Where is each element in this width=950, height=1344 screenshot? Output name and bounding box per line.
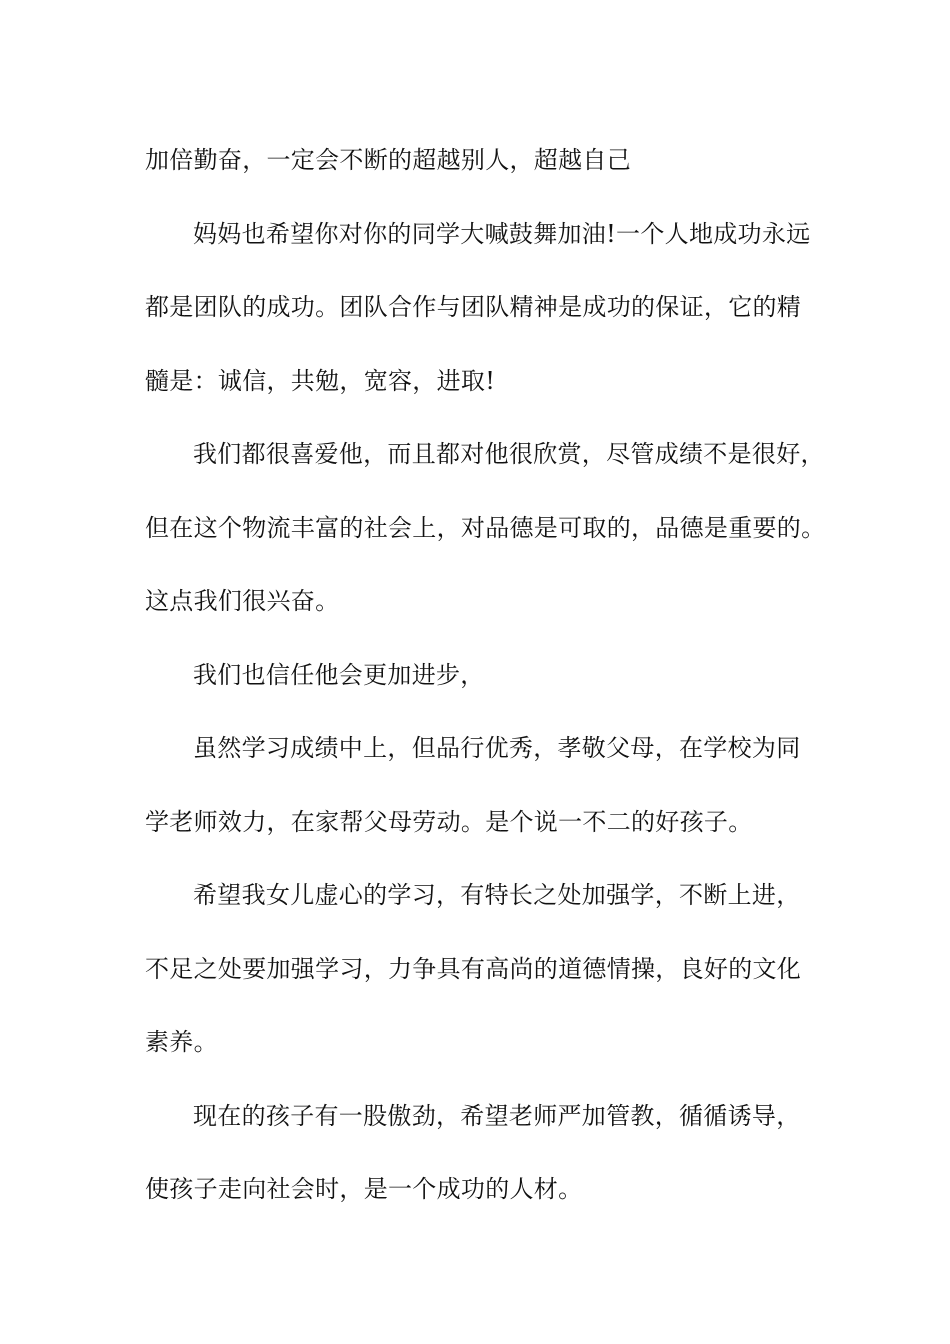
text-line: 我们也信任他会更加进步， [193,660,485,689]
text-line: 现在的孩子有一股傲劲，希望老师严加管教，循循诱导， [193,1101,801,1130]
text-line: 希望我女儿虚心的学习，有特长之处加强学，不断上进， [193,881,801,909]
text-line: 虽然学习成绩中上，但品行优秀，孝敬父母，在学校为同 [193,734,801,762]
text-line: 妈妈也希望你对你的同学大喊鼓舞加油!一个人地成功永远 [193,219,811,248]
text-line: 我们都很喜爱他，而且都对他很欣赏，尽管成绩不是很好， [193,440,825,468]
text-line: 都是团队的成功。团队合作与团队精神是成功的保证，它的精 [145,293,802,321]
text-line: 髓是：诚信，共勉，宽容，进取! [145,366,496,395]
text-line: 不足之处要加强学习，力争具有高尚的道德情操，良好的文化 [145,954,802,983]
text-line: 使孩子走向社会时，是一个成功的人材。 [145,1175,583,1203]
text-line: 学老师效力，在家帮父母劳动。是个说一不二的好孩子。 [145,807,753,836]
text-line: 但在这个物流丰富的社会上，对品德是可取的，品德是重要的。 [145,513,826,542]
text-line: 这点我们很兴奋。 [145,587,340,615]
document-body [145,124,825,1227]
text-line: 素养。 [145,1028,218,1056]
text-line: 加倍勤奋，一定会不断的超越别人，超越自己 [145,146,631,174]
